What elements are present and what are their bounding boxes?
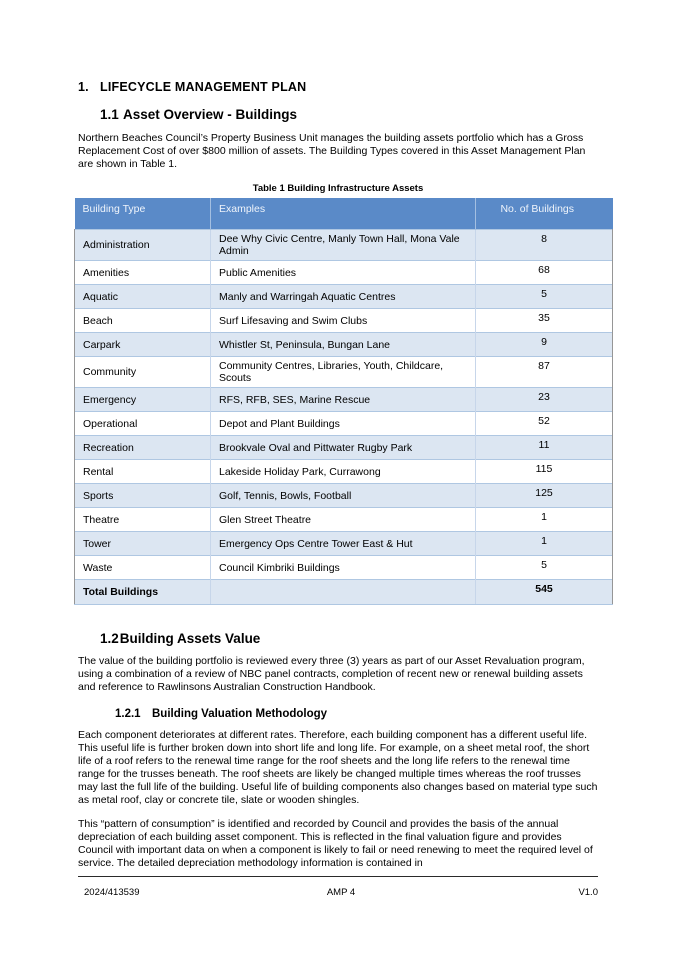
cell-examples: Public Amenities xyxy=(211,261,476,285)
cell-count: 1 xyxy=(476,508,613,532)
cell-count: 9 xyxy=(476,333,613,357)
heading-title: LIFECYCLE MANAGEMENT PLAN xyxy=(100,80,307,94)
building-assets-table xyxy=(74,198,613,605)
paragraph-methodology-a: Each component deteriorates at different rates. Therefore, each building component has a different useful life. This useful life is further broken down into short life and long life. For example, on a sheet metal roof, the short life of a roof refers to the renewal time range for the roof sheets and the long life refers to the renewal time range for the trusses beneath. The roof sheets are likely be changed multiple times whereas the roof trusses may last the full life of the building. Useful life of building components also changes based on material type such as metal roof, clay or concrete tile, slate or wooden shingles. xyxy=(78,729,598,806)
total-buildings-count: 545 xyxy=(476,580,613,605)
cell-examples: Community Centres, Libraries, Youth, Childcare, Scouts xyxy=(211,357,476,388)
cell-examples: Whistler St, Peninsula, Bungan Lane xyxy=(211,333,476,357)
cell-building-type: Theatre xyxy=(75,508,211,532)
cell-count: 23 xyxy=(476,388,613,412)
cell-building-type: Sports xyxy=(75,484,211,508)
cell-building-type: Carpark xyxy=(75,333,211,357)
table-header-row xyxy=(75,198,613,230)
table-row xyxy=(75,508,613,532)
heading-asset-overview xyxy=(100,107,598,122)
paragraph-methodology-b: This “pattern of consumption” is identified and recorded by Council and provides the basis of the annual depreciation of each building asset component. This is reflected in the final valuation figure and provides Council with important data on when a component is likely to fail or need renewing to meet the required level of service. The detailed depreciation methodology information is contained in xyxy=(78,818,593,869)
heading-building-valuation-methodology xyxy=(115,708,598,720)
cell-examples: RFS, RFB, SES, Marine Rescue xyxy=(211,388,476,412)
cell-count: 11 xyxy=(476,436,613,460)
heading-title: Building Assets Value xyxy=(119,631,261,646)
column-header-examples: Examples xyxy=(211,198,476,230)
heading-title: Asset Overview - Buildings xyxy=(123,107,298,122)
cell-count: 8 xyxy=(476,230,613,261)
cell-building-type: Emergency xyxy=(75,388,211,412)
table-row xyxy=(75,556,613,580)
cell-examples: Emergency Ops Centre Tower East & Hut xyxy=(211,532,476,556)
heading-number: 1.1 xyxy=(100,107,119,122)
footer-divider xyxy=(78,876,598,877)
cell-examples: Council Kimbriki Buildings xyxy=(211,556,476,580)
table-row xyxy=(75,357,613,388)
cell-count: 125 xyxy=(476,484,613,508)
paragraph-intro: Northern Beaches Council’s Property Business Unit manages the building assets portfolio which has a Gross Replacement Cost of over $800 million of assets. The Building Types covered in this Asset Management Plan are shown in Table 1. xyxy=(78,132,586,170)
cell-building-type: Community xyxy=(75,357,211,388)
footer-version: V1.0 xyxy=(578,887,598,898)
table-row xyxy=(75,309,613,333)
table-row xyxy=(75,261,613,285)
footer-document-title: AMP 4 xyxy=(326,887,356,898)
page-footer xyxy=(78,876,598,898)
cell-building-type: Recreation xyxy=(75,436,211,460)
asset-table-body xyxy=(75,230,613,580)
heading-number: 1.2 xyxy=(100,631,119,646)
cell-count: 52 xyxy=(476,412,613,436)
cell-building-type: Administration xyxy=(75,230,211,261)
cell-examples: Lakeside Holiday Park, Currawong xyxy=(211,460,476,484)
table-row xyxy=(75,436,613,460)
cell-examples: Golf, Tennis, Bowls, Football xyxy=(211,484,476,508)
cell-building-type: Aquatic xyxy=(75,285,211,309)
table-row xyxy=(75,388,613,412)
table-row xyxy=(75,412,613,436)
table-row xyxy=(75,285,613,309)
table-row xyxy=(75,484,613,508)
cell-building-type: Rental xyxy=(75,460,211,484)
cell-count: 5 xyxy=(476,556,613,580)
cell-examples: Manly and Warringah Aquatic Centres xyxy=(211,285,476,309)
cell-examples: Glen Street Theatre xyxy=(211,508,476,532)
cell-examples: Depot and Plant Buildings xyxy=(211,412,476,436)
cell-count: 87 xyxy=(476,357,613,388)
cell-building-type: Operational xyxy=(75,412,211,436)
heading-building-assets-value xyxy=(100,631,598,646)
heading-number: 1. xyxy=(78,80,89,94)
table-row xyxy=(75,230,613,261)
total-buildings-label: Total Buildings xyxy=(75,580,211,605)
cell-count: 5 xyxy=(476,285,613,309)
table-row xyxy=(75,460,613,484)
footer-row xyxy=(78,887,598,898)
heading-number: 1.2.1 xyxy=(115,708,141,720)
cell-count: 35 xyxy=(476,309,613,333)
column-header-building-type: Building Type xyxy=(75,198,211,230)
cell-examples: Brookvale Oval and Pittwater Rugby Park xyxy=(211,436,476,460)
cell-examples: Surf Lifesaving and Swim Clubs xyxy=(211,309,476,333)
cell-building-type: Beach xyxy=(75,309,211,333)
column-header-no-of-buildings: No. of Buildings xyxy=(476,198,613,230)
heading-title: Building Valuation Methodology xyxy=(152,708,328,720)
cell-count: 115 xyxy=(476,460,613,484)
document-body xyxy=(78,80,598,870)
table-total-row xyxy=(75,580,613,605)
footer-document-number: 2024/413539 xyxy=(84,887,140,898)
total-spacer-cell xyxy=(211,580,476,605)
paragraph-assets-value: The value of the building portfolio is reviewed every three (3) years as part of our Asset Revaluation program, using a combination of a review of NBC panel contracts, completion of recent new or renewal building assets and reference to Rawlinsons Australian Construction Handbook. xyxy=(78,655,585,693)
cell-count: 68 xyxy=(476,261,613,285)
table-caption: Table 1 Building Infrastructure Assets xyxy=(252,183,424,194)
cell-building-type: Tower xyxy=(75,532,211,556)
table-row xyxy=(75,532,613,556)
cell-examples: Dee Why Civic Centre, Manly Town Hall, Mona Vale Admin xyxy=(211,230,476,261)
cell-building-type: Waste xyxy=(75,556,211,580)
cell-building-type: Amenities xyxy=(75,261,211,285)
table-row xyxy=(75,333,613,357)
cell-count: 1 xyxy=(476,532,613,556)
heading-lifecycle-management-plan xyxy=(78,80,598,94)
